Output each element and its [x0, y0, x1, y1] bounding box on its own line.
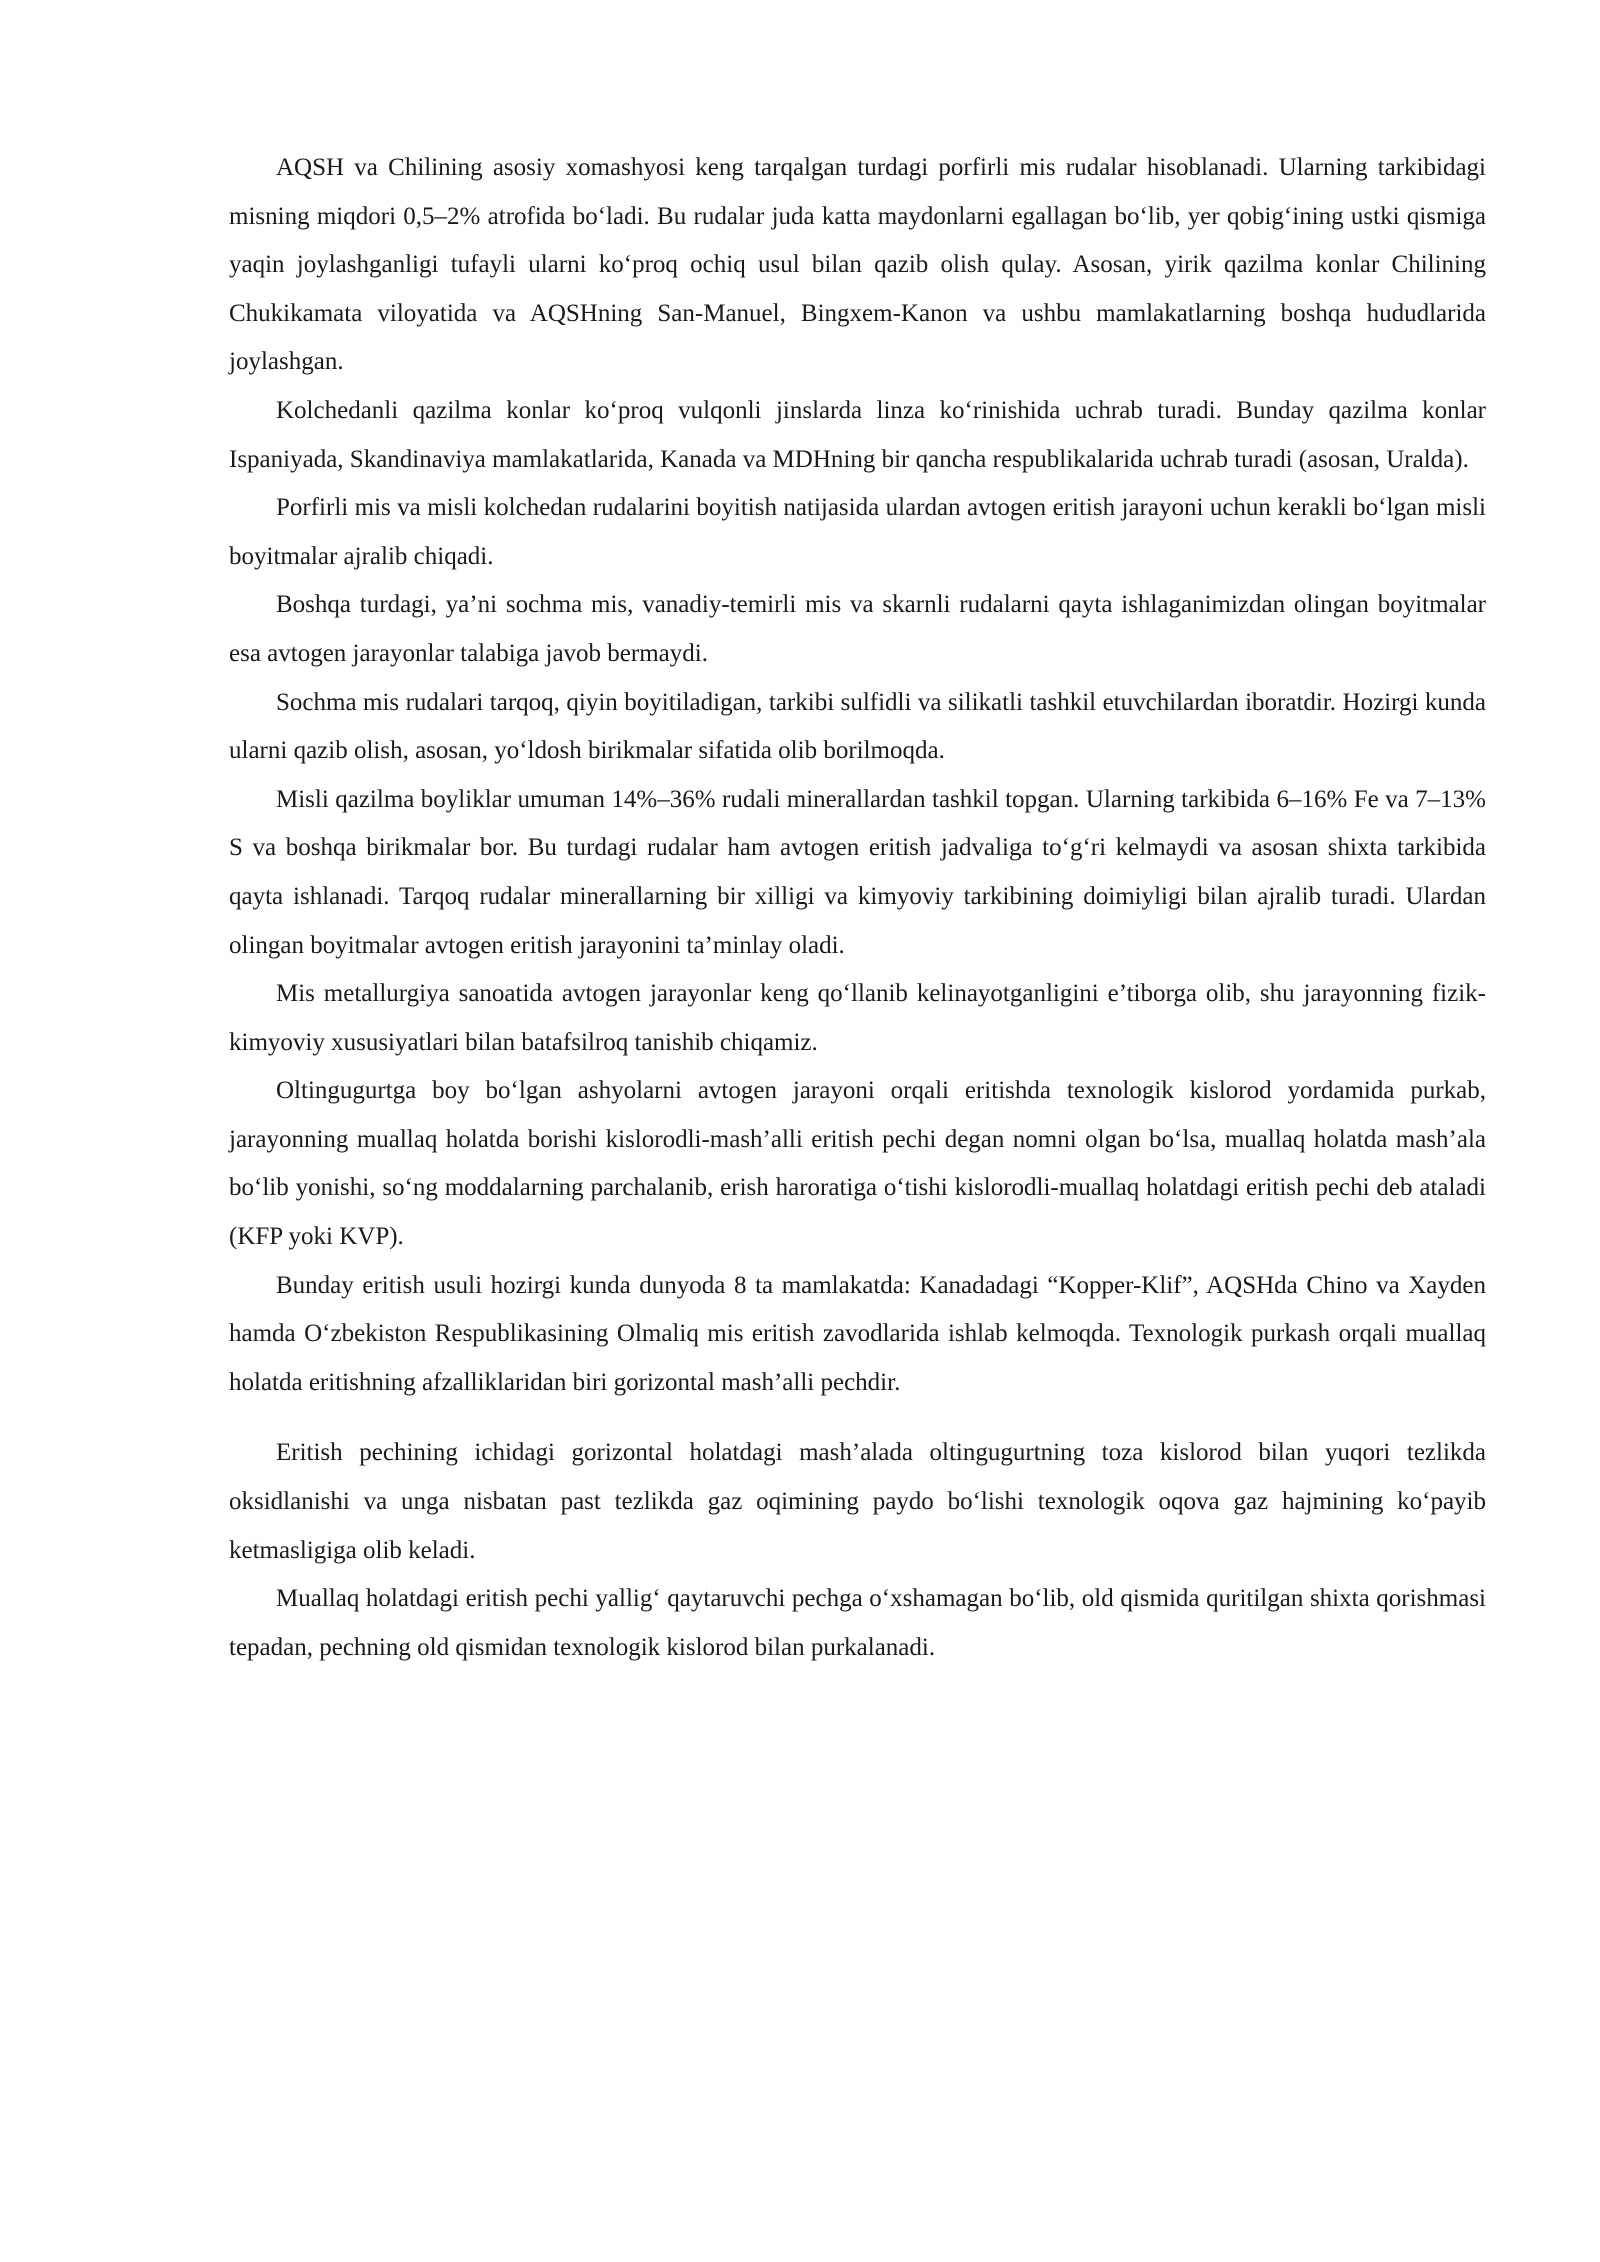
paragraph: Misli qazilma boyliklar umuman 14%–36% rudali minerallardan tashkil topgan. Ularning tarkibida 6–16% Fe va 7–13% S va boshqa birikmalar bor. Bu turdagi rudalar ham avtogen eritish jadvaliga to‘g‘ri kelmaydi va asosan shixta tarkibida qayta ishlanadi. Tarqoq rudalar minerallarning bir xilligi va kimyoviy tarkibining doimiyligi bilan ajralib turadi. Ulardan olingan boyitmalar avtogen eritish jarayonini ta’minlay oladi.: [229, 785, 1486, 959]
paragraph: Eritish pechining ichidagi gorizontal holatdagi mash’alada oltingugurtning toza kislorod bilan yuqori tezlikda oksidlanishi va unga nisbatan past tezlikda gaz oqimining paydo bo‘lishi texnologik oqova gaz hajmining ko‘payib ketmasligiga olib keladi.: [229, 1439, 1486, 1564]
paragraph: Boshqa turdagi, ya’ni sochma mis, vanadiy-temirli mis va skarnli rudalarni qayta ishlaganimizdan olingan boyitmalar esa avtogen jarayonlar talabiga javob bermaydi.: [229, 591, 1486, 667]
paragraph: Kolchedanli qazilma konlar ko‘proq vulqonli jinslarda linza ko‘rinishida uchrab turadi. Bunday qazilma konlar Ispaniyada, Skandinaviya mamlakatlarida, Kanada va MDHning bir qancha respublikalarida uchrab turadi (asosan, Uralda).: [229, 396, 1486, 473]
paragraph: Oltingugurtga boy bo‘lgan ashyolarni avtogen jarayoni orqali eritishda texnologik kislorod yordamida purkab, jarayonning muallaq holatda borishi kislorodli-mash’alli eritish pechi degan nomni olgan bo‘lsa, muallaq holatda mash’ala bo‘lib yonishi, so‘ng moddalarning parchalanib, erish haroratiga o‘tishi kislorodli-muallaq holatdagi eritish pechi deb ataladi (KFP yoki KVP).: [229, 1077, 1486, 1251]
paragraph: Sochma mis rudalari tarqoq, qiyin boyitiladigan, tarkibi sulfidli va silikatli tashkil etuvchilardan iboratdir. Hozirgi kunda ularni qazib olish, asosan, yo‘ldosh birikmalar sifatida olib borilmoqda.: [229, 688, 1486, 765]
paragraph: Muallaq holatdagi eritish pechi yallig‘ qaytaruvchi pechga o‘xshamagan bo‘lib, old qismida quritilgan shixta qorishmasi tepadan, pechning old qismidan texnologik kislorod bilan purkalanadi.: [229, 1585, 1486, 1661]
paragraph: Mis metallurgiya sanoatida avtogen jarayonlar keng qo‘llanib kelinayotganligini e’tiborga olib, shu jarayonning fizik-kimyoviy xususiyatlari bilan batafsilroq tanishib chiqamiz.: [229, 980, 1486, 1056]
paragraph: Bunday eritish usuli hozirgi kunda dunyoda 8 ta mamlakatda: Kanadadagi “Kopper-Klif”, AQSHda Chino va Xayden hamda O‘zbekiston Respublikasining Olmaliq mis eritish zavodlarida ishlab kelmoqda. Texnologik purkash orqali muallaq holatda eritishning afzalliklaridan biri gorizontal mash’alli pechdir.: [229, 1271, 1486, 1396]
paragraph: Porfirli mis va misli kolchedan rudalarini boyitish natijasida ulardan avtogen eritish jarayoni uchun kerakli bo‘lgan misli boyitmalar ajralib chiqadi.: [229, 494, 1486, 570]
paragraph: AQSH va Chilining asosiy xomashyosi keng tarqalgan turdagi porfirli mis rudalar hisoblanadi. Ularning tarkibidagi misning miqdori 0,5–2% atrofida bo‘ladi. Bu rudalar juda katta maydonlarni egallagan bo‘lib, yer qobig‘ining ustki qismiga yaqin joylashganligi tufayli ularni ko‘proq ochiq usul bilan qazib olish qulay. Asosan, yirik qazilma konlar Chilining Chukikamata viloyatida va AQSHning San-Manuel, Bingxem-Kanon va ushbu mamlakatlarning boshqa hududlarida joylashgan.: [229, 154, 1486, 376]
document-body: [229, 144, 1486, 1672]
